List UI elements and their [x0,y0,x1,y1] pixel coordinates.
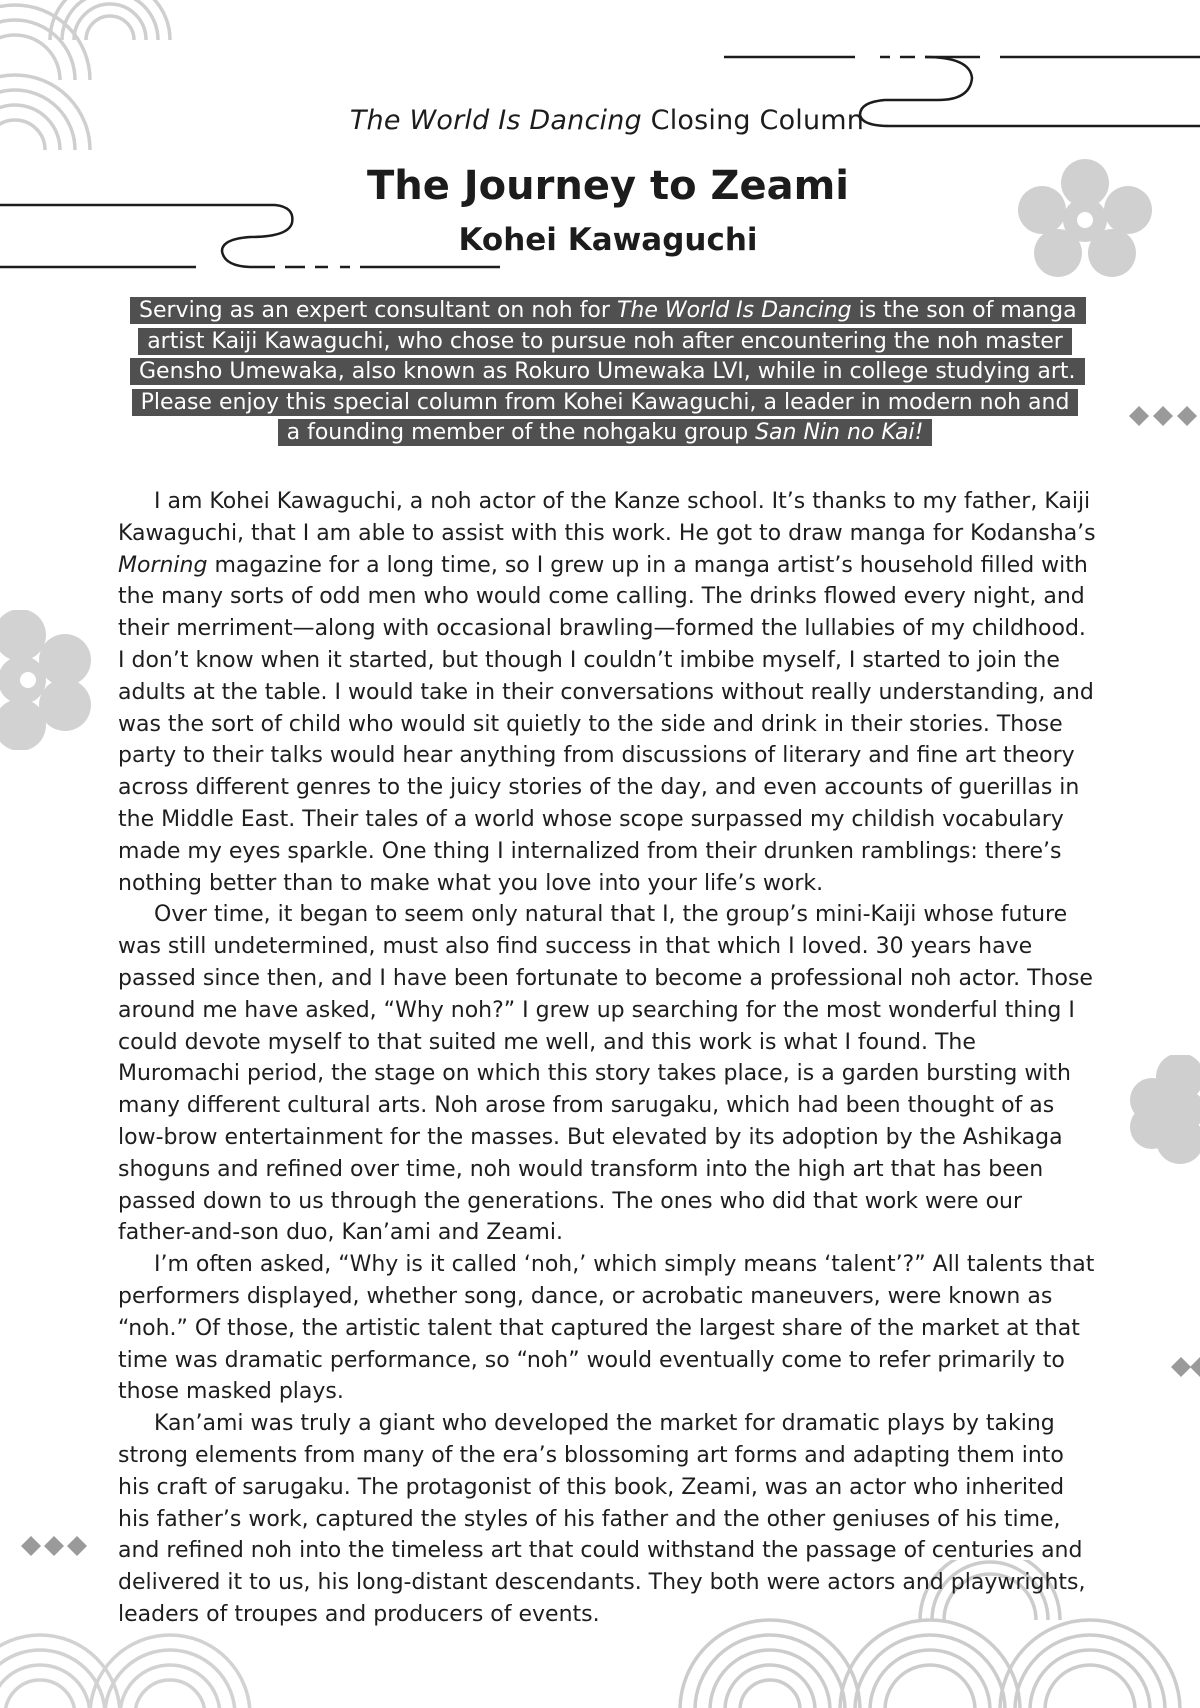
series-title-italic: The World Is Dancing [349,105,642,136]
author-name: Kohei Kawaguchi [458,222,758,258]
column-subtitle [0,105,1200,136]
diamond-ornament-icon [20,1535,90,1557]
body-paragraph: I’m often asked, “Why is it called ‘noh,’ which simply means ‘talent’?” All talents that performers displayed, whether song, dance, or acrobatic maneuvers, were known as “noh.” Of those, the artistic talent that captured the largest share of the market at that time was dramatic performance, so “noh” would eventually come to refer primarily to those masked plays. [118,1252,1095,1405]
body-paragraph: Kan’ami was truly a giant who developed the market for dramatic plays by taking strong elements from many of the era’s blossoming art forms and adapting them into his craft of sarugaku. The protagonist of this book, Zeami, was an actor who inherited his father’s work, captured the styles of his father and the other geniuses of his time, and refined noh into the timeless art that could withstand the passage of centuries and delivered it to us, his long-distant descendants. They both were actors and playwrights, leaders of troupes and producers of events. [118,1411,1086,1627]
paragraph-text: I am Kohei Kawaguchi, a noh actor of the Kanze school. It’s thanks to my father, Kaiji Kawaguchi, that I am able to assist with this work. He got to draw manga for Kodansha’s [118,489,1096,546]
flower-crest-icon [0,610,95,750]
flower-crest-icon [1130,1055,1200,1165]
diamond-ornament-icon [1128,405,1200,427]
intro-text-part: Serving as an expert consultant on noh for [139,298,617,323]
intro-text [130,297,1086,446]
intro-text-part: is the son of manga artist Kaiji Kawaguchi, who chose to pursue noh after encountering the noh master Gensho Umewaka, also known as Rokuro Umewaka LVI, while in college studying art. Please enjoy this special column from Kohei Kawaguchi, a leader in modern noh and a founding member of the nohgaku group [139,298,1077,445]
page-title: The Journey to Zeami [366,163,850,209]
subtitle-text: Closing Column [641,105,865,136]
body-paragraph: Over time, it began to seem only natural that I, the group’s mini-Kaiji whose future was still undetermined, must also find success in that which I loved. 30 years have passed since then, and I have been fortunate to become a professional noh actor. Those around me have asked, “Why noh?” I grew up searching for the most wonderful thing I could devote myself to that suited me well, and this work is what I found. The Muromachi period, the stage on which this story takes place, is a garden bursting with many different cultural arts. Noh arose from sarugaku, which had been thought of as low-brow entertainment for the masses. But elevated by its adoption by the Ashikaga shoguns and refined over time, noh would transform into the high art that has been passed down to us through the generations. The ones who did that work were our father-and-son duo, Kan’ami and Zeami. [118,902,1093,1246]
paragraph-text: magazine for a long time, so I grew up in a manga artist’s household filled with the many sorts of odd men who would come calling. The drinks flowed every night, and their merriment—along with occasional brawling—formed the lullabies of my childhood. I don’t know when it started, but though I couldn’t imbibe myself, I started to join the adults at the table. I would take in their conversations without really understanding, and was the sort of child who would sit quietly to the side and drink in their stories. Those party to their talks would hear anything from discussions of literary and fine art theory across different genres to the juicy stories of the day, and even accounts of guerillas in the Middle East. Their tales of a world whose scope surpassed my childish vocabulary made my eyes sparkle. One thing I internalized from their drunken ramblings: there’s nothing better than to make what you love into your life’s work. [118,552,1094,896]
intro-group-name: San Nin no Kai! [755,420,924,445]
flower-crest-icon [1010,158,1160,278]
body-paragraph [118,486,1098,899]
diamond-ornament-icon [1170,1356,1200,1378]
intro-highlight-block [130,296,1080,449]
magazine-title: Morning [118,552,208,578]
column-body [118,486,1098,1631]
intro-series-title: The World Is Dancing [616,298,852,323]
